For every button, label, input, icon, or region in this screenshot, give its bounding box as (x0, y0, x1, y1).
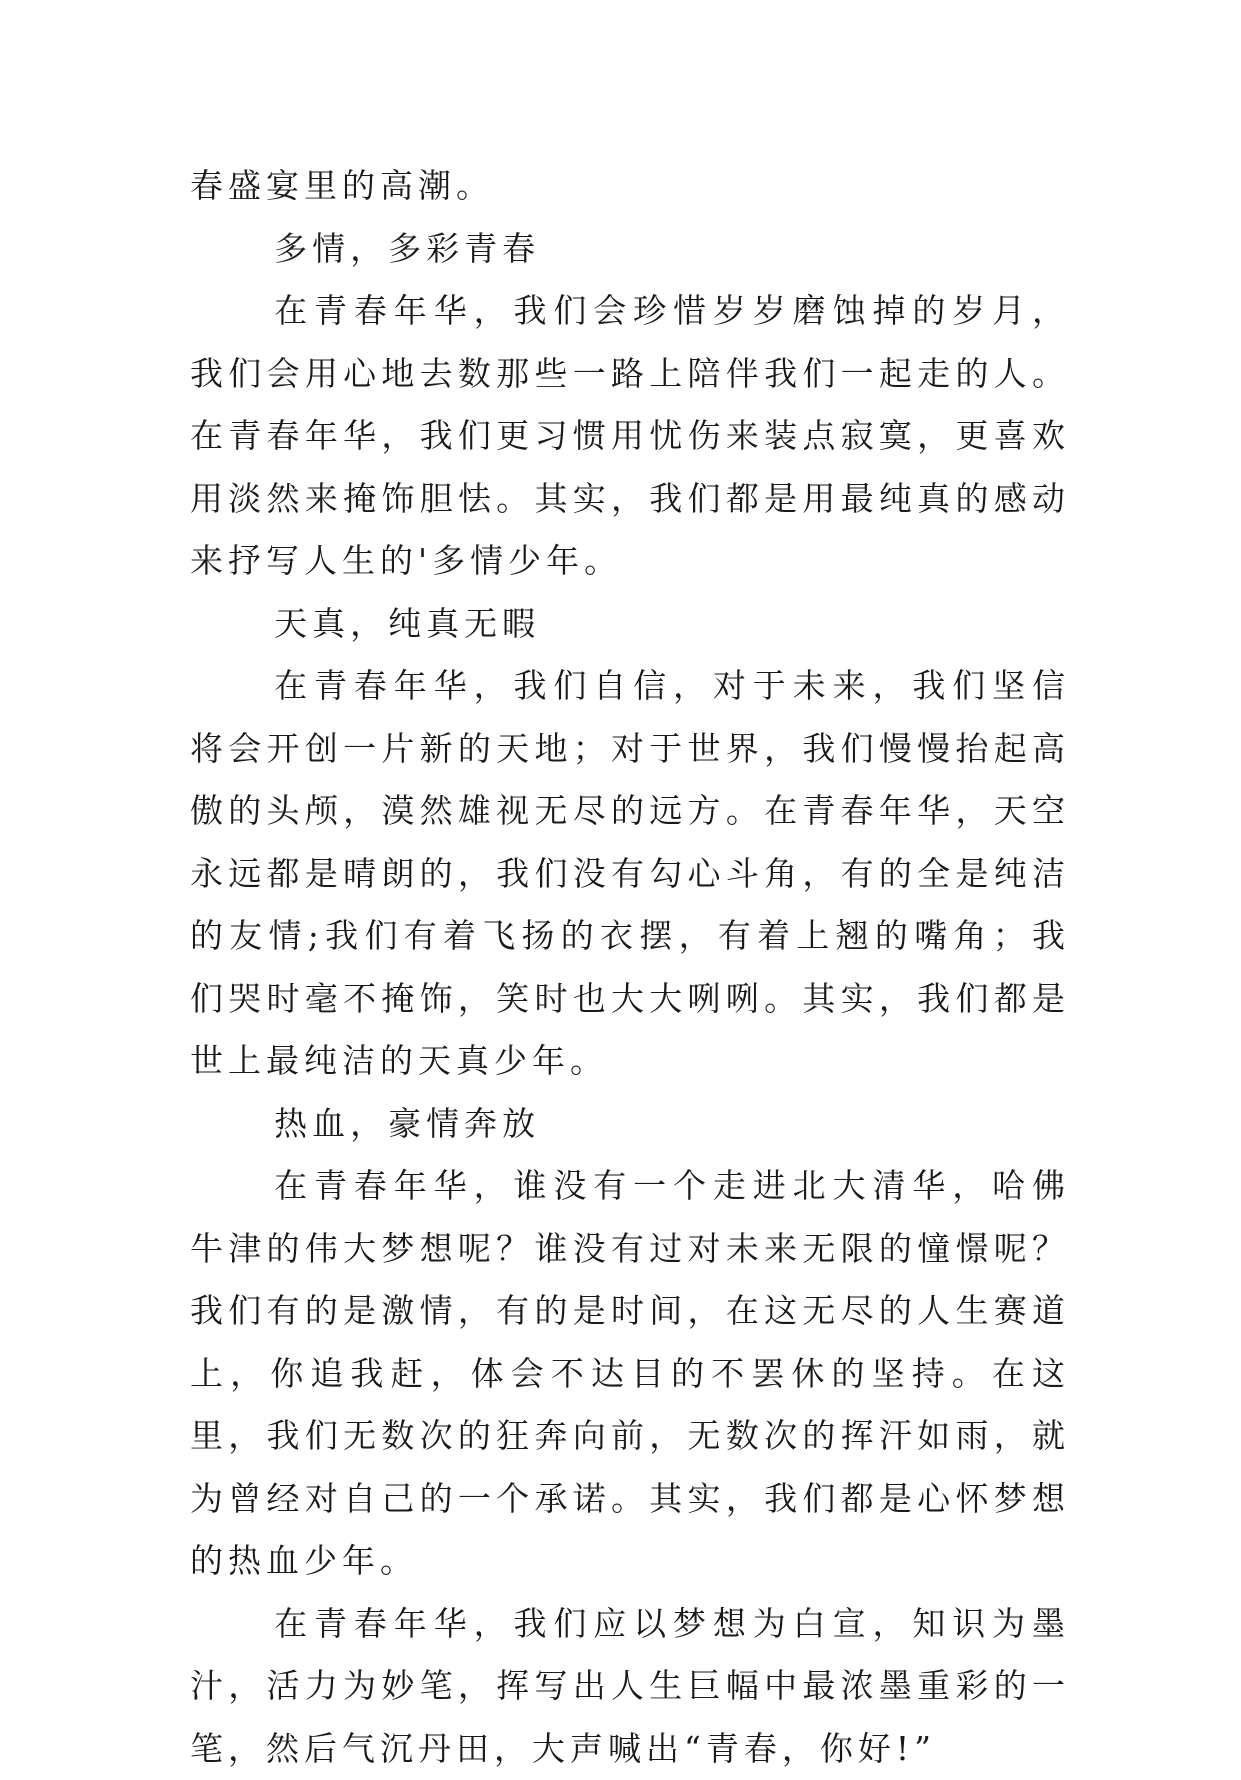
paragraph-duoqing: 在青春年华，我们会珍惜岁岁磨蚀掉的岁月，我们会用心地去数那些一路上陪伴我们一起走的人。在青春年华，我们更习惯用忧伤来装点寂寞，更喜欢用淡然来掩饰胆怯。其实，我们都是用最纯真的感动来抒写人生的'多情少年。 (190, 280, 1070, 593)
paragraph-continuation: 春盛宴里的高潮。 (190, 155, 1070, 218)
section-heading-rexue: 热血，豪情奔放 (190, 1093, 1070, 1156)
section-heading-tianzhen: 天真，纯真无暇 (190, 593, 1070, 656)
paragraph-rexue: 在青春年华，谁没有一个走进北大清华，哈佛牛津的伟大梦想呢？谁没有过对未来无限的憧憬呢？我们有的是激情，有的是时间，在这无尽的人生赛道上，你追我赶，体会不达目的不罢休的坚持。在这里，我们无数次的狂奔向前，无数次的挥汗如雨，就为曾经对自己的一个承诺。其实，我们都是心怀梦想的热血少年。 (190, 1155, 1070, 1593)
paragraph-conclusion: 在青春年华，我们应以梦想为白宣，知识为墨汁，活力为妙笔，挥写出人生巨幅中最浓墨重彩的一笔，然后气沉丹田，大声喊出“青春，你好!” (190, 1593, 1070, 1780)
section-heading-duoqing: 多情，多彩青春 (190, 218, 1070, 281)
paragraph-tianzhen: 在青春年华，我们自信，对于未来，我们坚信将会开创一片新的天地；对于世界，我们慢慢抬起高傲的头颅，漠然雄视无尽的远方。在青春年华，天空永远都是晴朗的，我们没有勾心斗角，有的全是纯洁的友情;我们有着飞扬的衣摆，有着上翘的嘴角；我们哭时毫不掩饰，笑时也大大咧咧。其实，我们都是世上最纯洁的天真少年。 (190, 655, 1070, 1093)
essay-body (190, 155, 1070, 1780)
